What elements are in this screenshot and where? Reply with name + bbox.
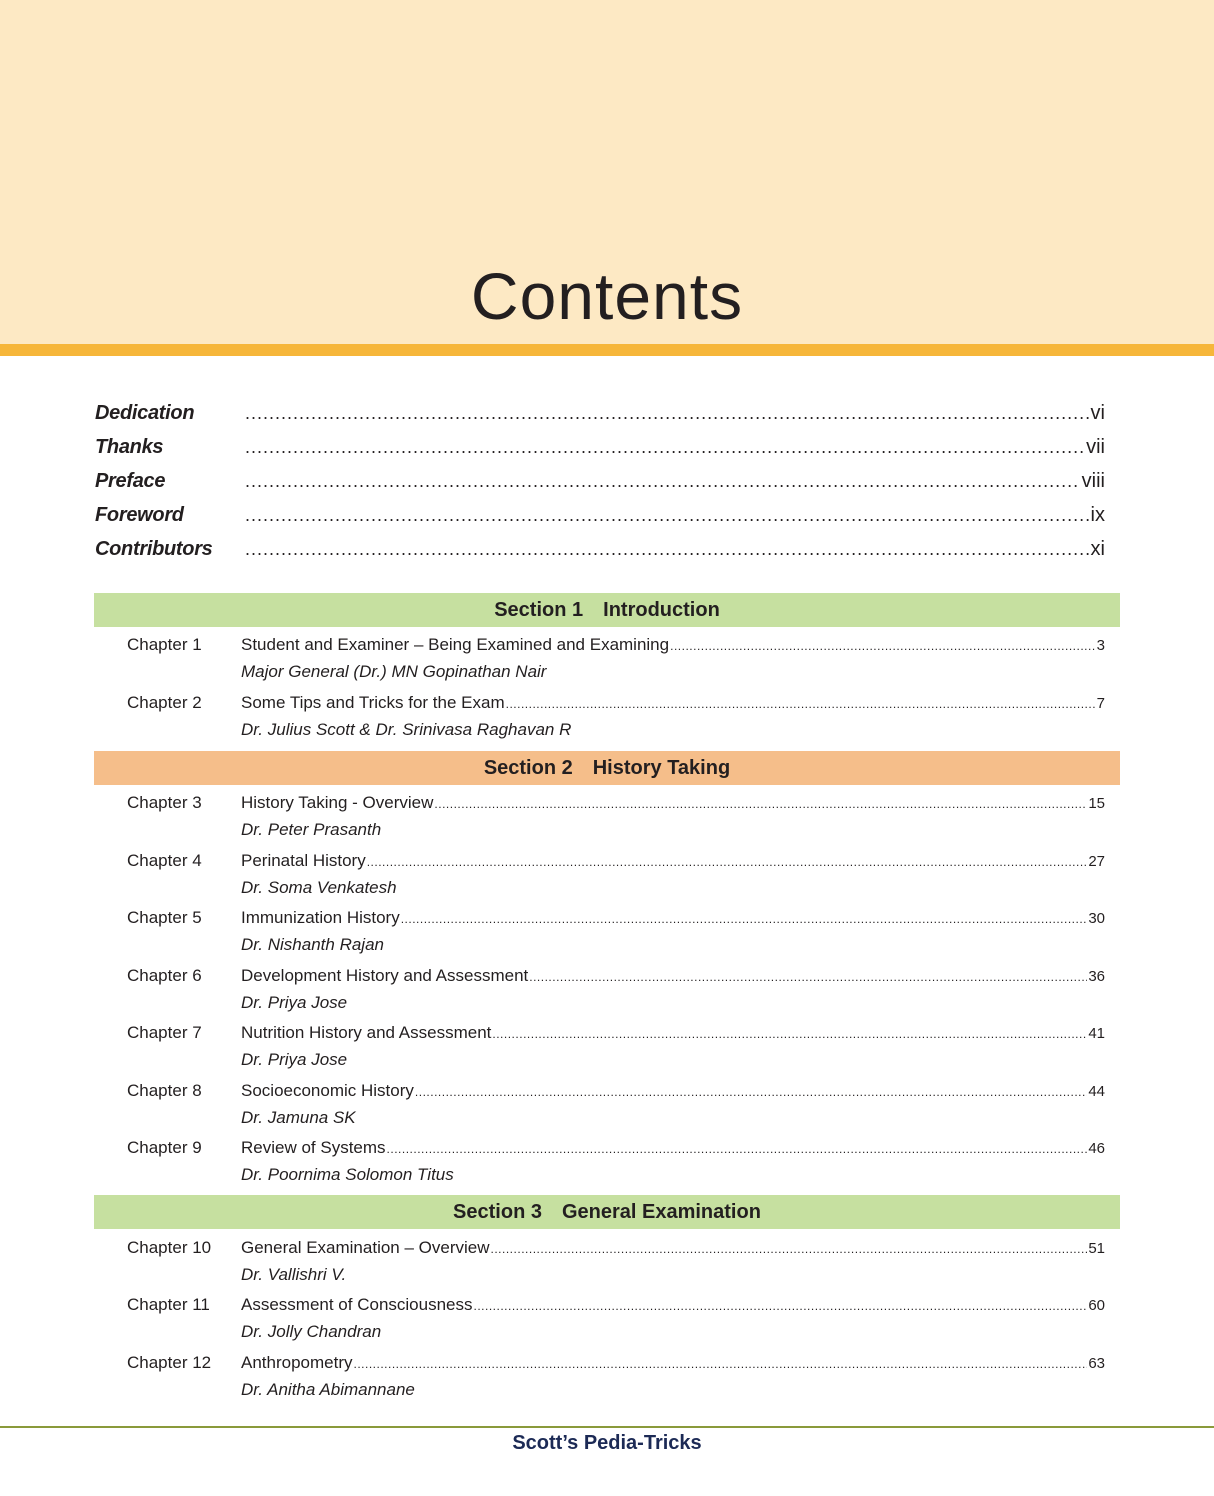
- front-matter-page: viii: [1081, 470, 1105, 492]
- leader-dots: [245, 437, 1084, 458]
- chapter-title: Nutrition History and Assessment: [241, 1023, 492, 1042]
- chapter-page: 46: [1088, 1140, 1105, 1157]
- chapter-author: Dr. Vallishri V.: [241, 1265, 347, 1284]
- leader-dots: [401, 912, 1088, 926]
- front-matter-label: Thanks: [95, 436, 164, 458]
- chapter-author: Dr. Priya Jose: [241, 993, 348, 1012]
- chapter-number: Chapter 10: [127, 1238, 212, 1257]
- leader-dots: [354, 1357, 1088, 1371]
- chapter-page: 36: [1088, 968, 1105, 985]
- chapter-number: Chapter 3: [127, 793, 202, 812]
- front-matter-page: xi: [1090, 538, 1105, 560]
- chapter-page: 7: [1096, 695, 1105, 712]
- section-header-1[interactable]: [94, 593, 1120, 627]
- front-matter-label: Contributors: [95, 538, 213, 560]
- front-matter-label: Preface: [95, 470, 166, 492]
- chapter-title: Development History and Assessment: [241, 966, 529, 985]
- chapter-title: Anthropometry: [241, 1353, 353, 1372]
- leader-dots: [670, 639, 1096, 653]
- leader-dots: [245, 403, 1089, 424]
- chapter-entry[interactable]: [127, 1023, 1105, 1070]
- chapter-author: Dr. Anitha Abimannane: [241, 1380, 415, 1399]
- chapter-number: Chapter 1: [127, 635, 202, 654]
- page-title: Contents: [470, 259, 744, 333]
- chapter-page: 51: [1088, 1240, 1105, 1257]
- leader-dots: [491, 1242, 1088, 1256]
- section-name: General Examination: [561, 1200, 761, 1223]
- chapter-page: 60: [1088, 1297, 1105, 1314]
- section-header-3[interactable]: [94, 1195, 1120, 1229]
- front-matter-page: vii: [1086, 436, 1105, 458]
- chapter-entry[interactable]: [127, 635, 1105, 682]
- chapter-page: 30: [1088, 910, 1105, 927]
- chapter-entry[interactable]: [127, 966, 1105, 1013]
- chapter-title: Some Tips and Tricks for the Exam: [241, 693, 505, 712]
- chapter-number: Chapter 4: [127, 851, 202, 870]
- front-matter-page: ix: [1090, 504, 1105, 526]
- section-name: Introduction: [603, 598, 720, 621]
- chapter-entry[interactable]: [127, 693, 1105, 740]
- chapter-entry[interactable]: [127, 1353, 1105, 1400]
- chapter-entry[interactable]: [127, 793, 1105, 840]
- chapter-entry[interactable]: [127, 908, 1105, 955]
- front-matter-item[interactable]: [95, 436, 1105, 470]
- chapter-author: Dr. Peter Prasanth: [241, 820, 382, 839]
- front-matter-item[interactable]: [95, 538, 1105, 572]
- front-matter-item[interactable]: [95, 470, 1105, 504]
- chapter-title: Immunization History: [241, 908, 400, 927]
- chapter-entry[interactable]: [127, 851, 1105, 898]
- section-number: Section 1: [494, 598, 584, 621]
- chapter-title: Assessment of Consciousness: [241, 1295, 473, 1314]
- chapter-number: Chapter 5: [127, 908, 202, 927]
- front-matter-label: Foreword: [95, 504, 184, 526]
- front-matter-page: vi: [1090, 402, 1105, 424]
- chapter-entry[interactable]: [127, 1238, 1105, 1285]
- chapter-number: Chapter 11: [127, 1295, 210, 1314]
- front-matter-item[interactable]: [95, 504, 1105, 538]
- section-number: Section 2: [483, 756, 573, 779]
- leader-dots: [506, 697, 1096, 711]
- chapter-page: 41: [1088, 1025, 1105, 1042]
- header-rule: [0, 344, 1214, 356]
- chapter-title: History Taking - Overview: [241, 793, 434, 812]
- chapter-entry[interactable]: [127, 1081, 1105, 1128]
- chapter-title: Student and Examiner – Being Examined and Examining: [241, 635, 670, 654]
- chapter-author: Dr. Priya Jose: [241, 1050, 348, 1069]
- chapter-entry[interactable]: [127, 1138, 1105, 1185]
- chapter-number: Chapter 7: [127, 1023, 202, 1042]
- leader-dots: [245, 505, 1089, 526]
- chapter-page: 44: [1088, 1083, 1105, 1100]
- footer-rule: [0, 1426, 1214, 1428]
- chapter-author: Dr. Jamuna SK: [241, 1108, 356, 1127]
- chapter-page: 27: [1088, 853, 1105, 870]
- chapter-entry[interactable]: [127, 1295, 1105, 1342]
- chapter-author: Dr. Jolly Chandran: [241, 1322, 382, 1341]
- leader-dots: [492, 1027, 1087, 1041]
- leader-dots: [529, 970, 1087, 984]
- chapter-title: Review of Systems: [241, 1138, 386, 1157]
- chapter-number: Chapter 6: [127, 966, 202, 985]
- leader-dots: [245, 539, 1089, 560]
- chapter-number: Chapter 12: [127, 1353, 212, 1372]
- front-matter-item[interactable]: [95, 402, 1105, 436]
- section-number: Section 3: [453, 1200, 542, 1223]
- chapter-number: Chapter 9: [127, 1138, 202, 1157]
- chapter-number: Chapter 8: [127, 1081, 202, 1100]
- chapter-number: Chapter 2: [127, 693, 202, 712]
- chapter-title: Perinatal History: [241, 851, 366, 870]
- leader-dots: [474, 1299, 1088, 1313]
- chapter-author: Dr. Poornima Solomon Titus: [241, 1165, 454, 1184]
- chapter-page: 15: [1088, 795, 1105, 812]
- leader-dots: [367, 855, 1088, 869]
- footer-book-title: Scott’s Pedia-Tricks: [512, 1432, 702, 1454]
- chapter-author: Dr. Nishanth Rajan: [241, 935, 384, 954]
- section-header-2[interactable]: [94, 751, 1120, 785]
- chapter-title: Socioeconomic History: [241, 1081, 414, 1100]
- chapter-author: Dr. Julius Scott & Dr. Srinivasa Raghavan R: [241, 720, 572, 739]
- chapter-page: 3: [1096, 637, 1105, 654]
- leader-dots: [387, 1142, 1088, 1156]
- section-name: History Taking: [592, 756, 731, 779]
- chapter-author: Dr. Soma Venkatesh: [241, 878, 397, 897]
- leader-dots: [415, 1085, 1087, 1099]
- chapter-title: General Examination – Overview: [241, 1238, 490, 1257]
- chapter-page: 63: [1088, 1355, 1105, 1372]
- front-matter-label: Dedication: [95, 402, 195, 424]
- chapter-author: Major General (Dr.) MN Gopinathan Nair: [241, 662, 547, 681]
- front-matter-list: [95, 402, 1105, 572]
- leader-dots: [434, 797, 1087, 811]
- leader-dots: [245, 471, 1080, 492]
